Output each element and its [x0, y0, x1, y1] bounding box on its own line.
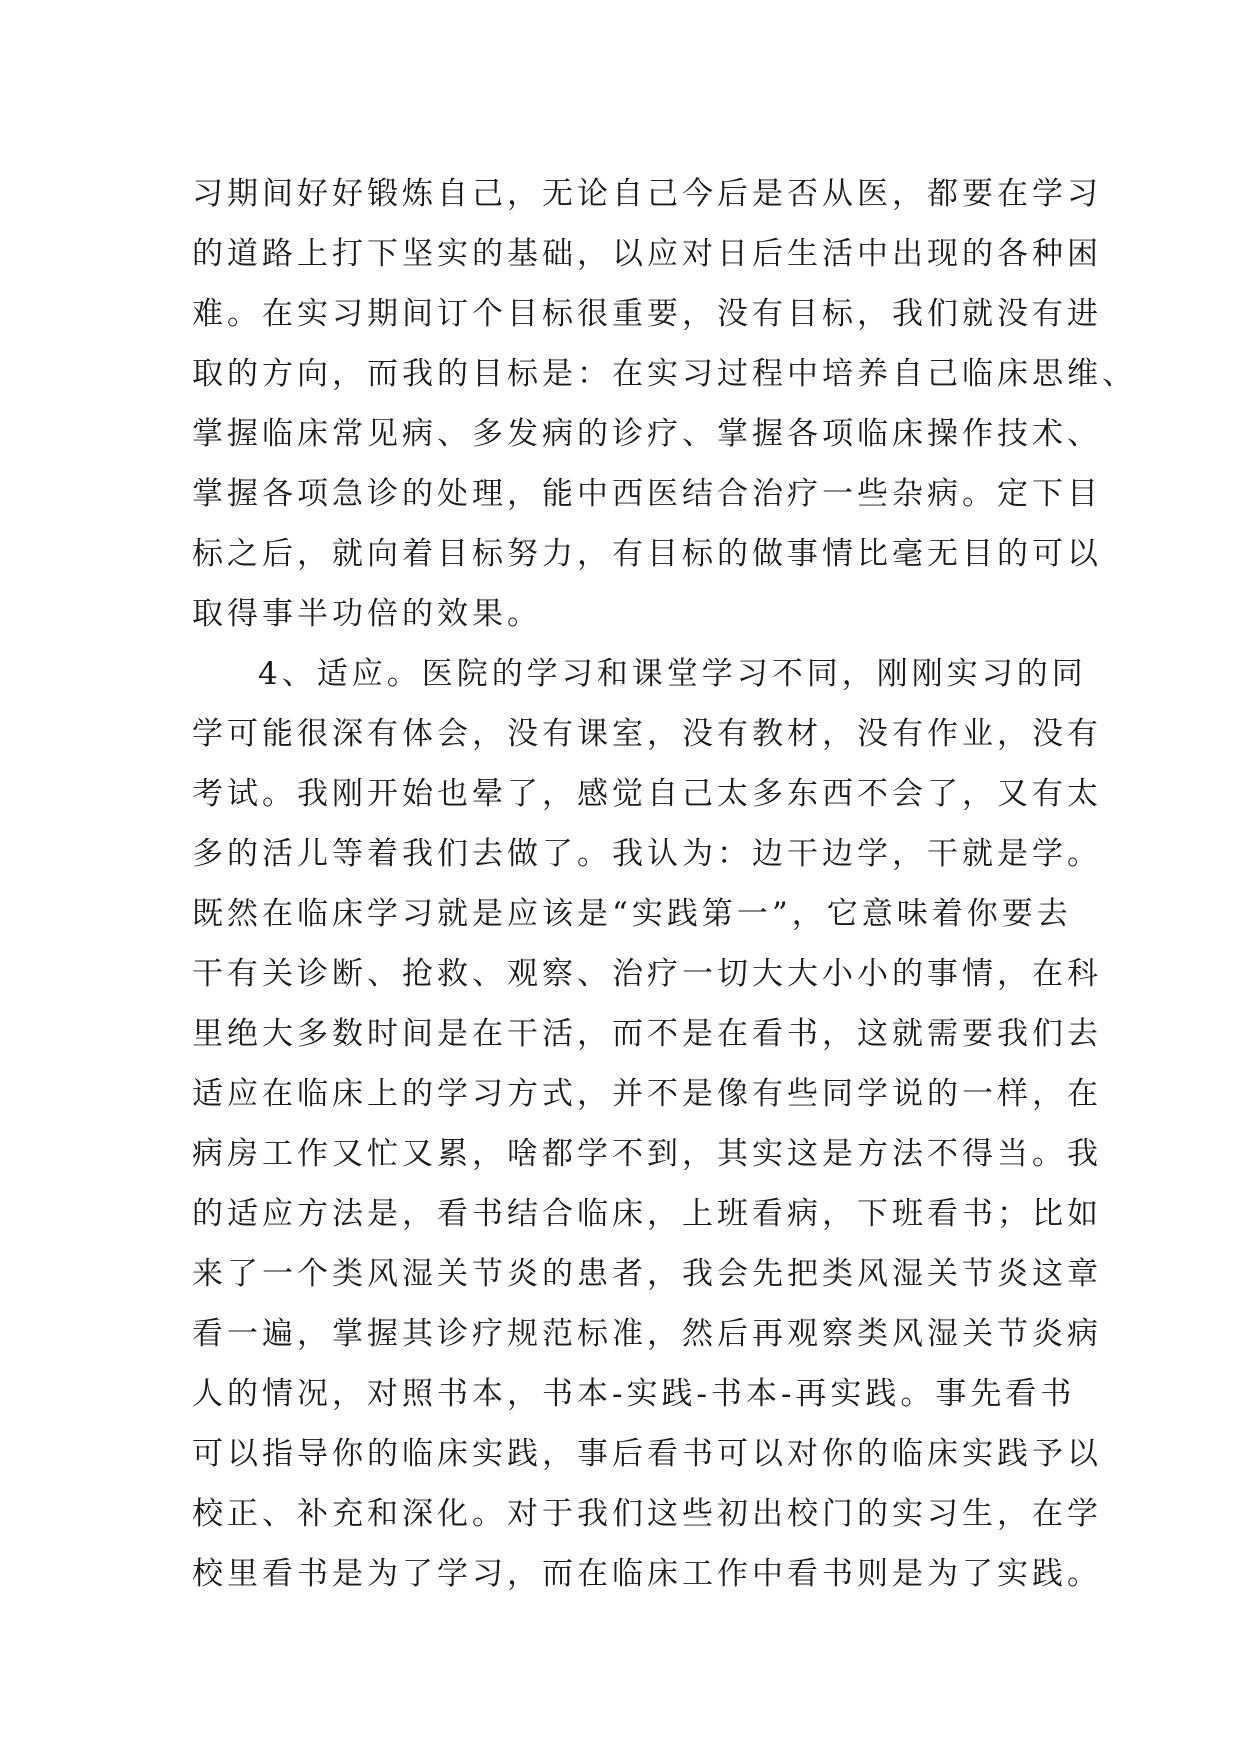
text-line: 掌握临床常见病、多发病的诊疗、掌握各项临床操作技术、 — [192, 416, 1102, 452]
text-line: 校里看书是为了学习，而在临床工作中看书则是为了实践。 — [192, 1556, 1102, 1592]
text-line: 可以指导你的临床实践，事后看书可以对你的临床实践予以 — [192, 1436, 1102, 1472]
text-line: 看一遍，掌握其诊疗规范标准，然后再观察类风湿关节炎病 — [192, 1316, 1102, 1352]
text-line: 学可能很深有体会，没有课室，没有教材，没有作业，没有 — [192, 716, 1102, 752]
body-text — [192, 164, 1137, 1604]
text-line: 病房工作又忙又累，啥都学不到，其实这是方法不得当。我 — [192, 1136, 1102, 1172]
text-line: 多的活儿等着我们去做了。我认为：边干边学，干就是学。 — [192, 836, 1102, 872]
text-line: 难。在实习期间订个目标很重要，没有目标，我们就没有进 — [192, 296, 1102, 332]
text-line: 取得事半功倍的效果。 — [192, 596, 542, 632]
paragraph-start-line: 4、适应。医院的学习和课堂学习不同，刚刚实习的同 — [258, 656, 1087, 692]
text-line: 掌握各项急诊的处理，能中西医结合治疗一些杂病。定下目 — [192, 476, 1102, 512]
text-line: 来了一个类风湿关节炎的患者，我会先把类风湿关节炎这章 — [192, 1256, 1102, 1292]
text-line: 的道路上打下坚实的基础，以应对日后生活中出现的各种困 — [192, 236, 1102, 272]
text-line: 习期间好好锻炼自己，无论自己今后是否从医，都要在学习 — [192, 176, 1102, 212]
text-line: 里绝大多数时间是在干活，而不是在看书，这就需要我们去 — [192, 1016, 1102, 1052]
text-line: 校正、补充和深化。对于我们这些初出校门的实习生，在学 — [192, 1496, 1102, 1532]
text-line: 的适应方法是，看书结合临床，上班看病，下班看书；比如 — [192, 1196, 1102, 1232]
text-line: 干有关诊断、抢救、观察、治疗一切大大小小的事情，在科 — [192, 956, 1102, 992]
text-line: 既然在临床学习就是应该是“实践第一”，它意味着你要去 — [192, 896, 1072, 932]
text-line: 标之后，就向着目标努力，有目标的做事情比毫无目的可以 — [192, 536, 1102, 572]
text-line: 考试。我刚开始也晕了，感觉自己太多东西不会了，又有太 — [192, 776, 1102, 812]
text-line: 人的情况，对照书本，书本-实践-书本-再实践。事先看书 — [192, 1376, 1076, 1412]
text-line: 取的方向，而我的目标是：在实习过程中培养自己临床思维、 — [192, 356, 1137, 392]
text-line: 适应在临床上的学习方式，并不是像有些同学说的一样，在 — [192, 1076, 1102, 1112]
